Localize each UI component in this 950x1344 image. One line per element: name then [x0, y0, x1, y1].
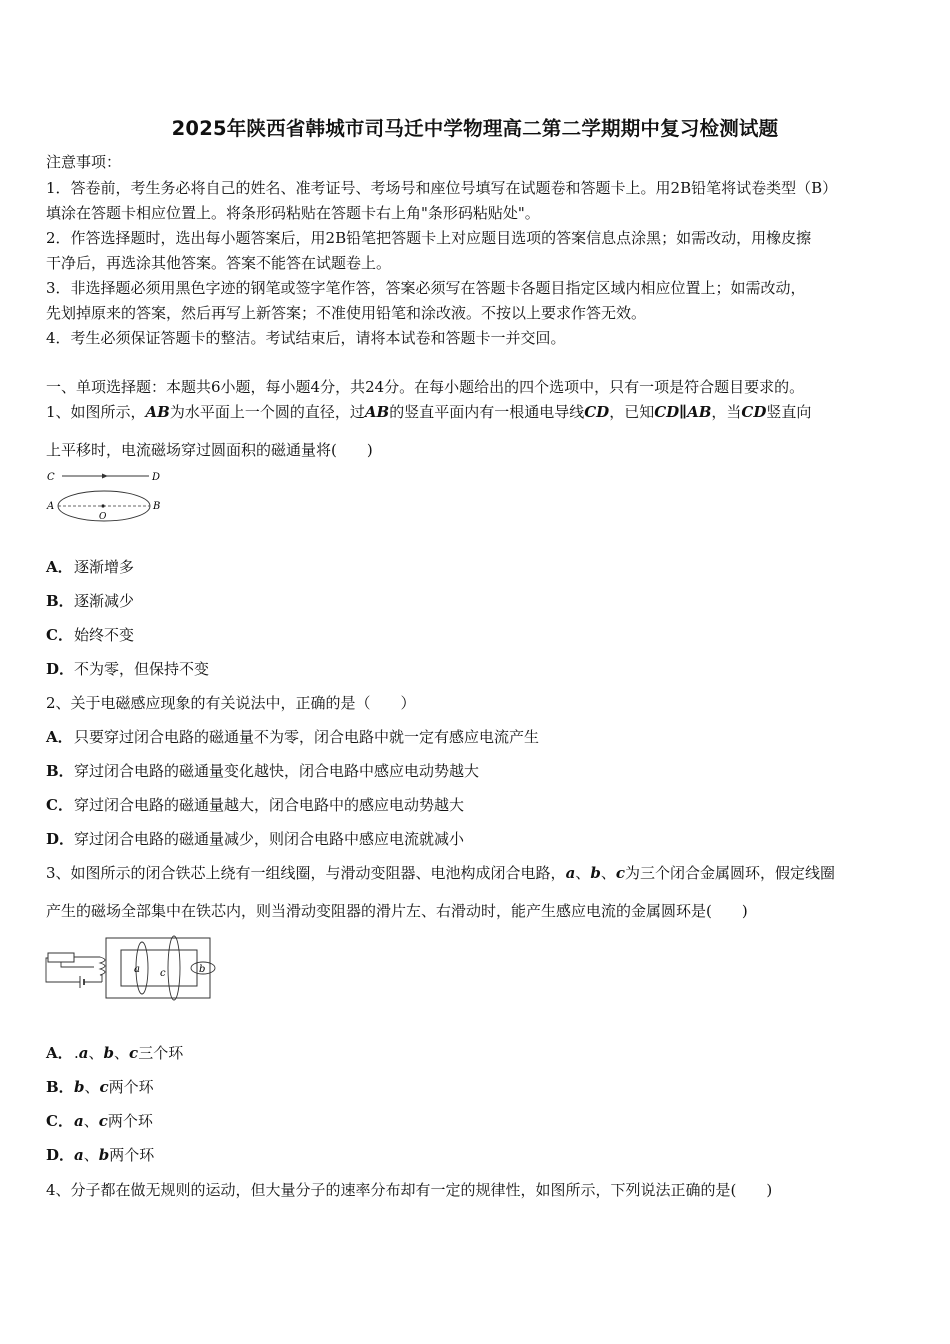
q1-stem-line1: 1、如图所示，AB为水平面上一个圆的直径，过AB的竖直平面内有一根通电导线CD，已知CD∥AB，当CD竖直向: [46, 403, 812, 421]
notice-line: 填涂在答题卡相应位置上。将条形码粘贴在答题卡右上角"条形码粘贴处"。: [46, 204, 540, 222]
label-b: B: [153, 501, 161, 512]
q1-figure: [44, 466, 169, 526]
notice-line: 2．作答选择题时，选出每小题答案后，用2B铅笔把答题卡上对应题目选项的答案信息点涂黑；如需改动，用橡皮擦: [46, 229, 812, 247]
q2-option-a[interactable]: A．只要穿过闭合电路的磁通量不为零，闭合电路中就一定有感应电流产生: [46, 728, 540, 746]
q1-option-c[interactable]: C．始终不变: [46, 626, 135, 644]
notice-heading: 注意事项：: [46, 153, 122, 171]
q1-option-d[interactable]: D．不为零，但保持不变: [46, 660, 210, 678]
q2-stem: 2、关于电磁感应现象的有关说法中，正确的是（ ）: [46, 694, 416, 712]
label-d: D: [152, 472, 161, 483]
q3-option-c[interactable]: C．a、c两个环: [46, 1112, 153, 1130]
q1-option-a[interactable]: A．逐渐增多: [46, 558, 135, 576]
label-ring-c: c: [160, 968, 166, 979]
q4-stem: 4、分子都在做无规则的运动，但大量分子的速率分布却有一定的规律性，如图所示，下列说法正确的是( ): [46, 1181, 773, 1199]
notice-line: 3．非选择题必须用黑色字迹的钢笔或签字笔作答，答案必须写在答题卡各题目指定区域内相应位置上；如需改动，: [46, 279, 806, 297]
label-o: O: [99, 512, 107, 522]
q2-option-c[interactable]: C．穿过闭合电路的磁通量越大，闭合电路中的感应电动势越大: [46, 796, 465, 814]
q1-option-b[interactable]: B．逐渐减少: [46, 592, 135, 610]
label-c: C: [47, 472, 55, 483]
q3-option-a[interactable]: A．.a、b、c三个环: [46, 1044, 184, 1062]
q3-option-b[interactable]: B．b、c两个环: [46, 1078, 154, 1096]
q3-figure: [44, 932, 224, 1012]
notice-line: 4．考生必须保证答题卡的整洁。考试结束后，请将本试卷和答题卡一并交回。: [46, 329, 566, 347]
label-a: A: [47, 501, 55, 512]
q2-option-b[interactable]: B．穿过闭合电路的磁通量变化越快，闭合电路中感应电动势越大: [46, 762, 480, 780]
section-heading: 一、单项选择题：本题共6小题，每小题4分，共24分。在每小题给出的四个选项中，只有一项是符合题目要求的。: [46, 378, 805, 396]
notice-line: 先划掉原来的答案，然后再写上新答案；不准使用铅笔和涂改液。不按以上要求作答无效。: [46, 304, 647, 322]
q3-stem-line1: 3、如图所示的闭合铁芯上绕有一组线圈，与滑动变阻器、电池构成闭合电路，a、b、c为三个闭合金属圆环，假定线圈: [46, 864, 835, 882]
page-title: 2025年陕西省韩城市司马迁中学物理高二第二学期期中复习检测试题: [171, 117, 779, 140]
q3-stem-line2: 产生的磁场全部集中在铁芯内，则当滑动变阻器的滑片左、右滑动时，能产生感应电流的金属圆环是( ): [46, 902, 748, 920]
label-ring-b: b: [199, 964, 206, 975]
q2-option-d[interactable]: D．穿过闭合电路的磁通量减少，则闭合电路中感应电流就减小: [46, 830, 465, 848]
q3-option-d[interactable]: D．a、b两个环: [46, 1146, 155, 1164]
notice-line: 干净后，再选涂其他答案。答案不能答在试题卷上。: [46, 254, 392, 272]
q1-stem-line2: 上平移时，电流磁场穿过圆面积的磁通量将( ): [46, 441, 373, 459]
notice-line: 1．答卷前，考生务必将自己的姓名、准考证号、考场号和座位号填写在试题卷和答题卡上。用2B铅笔将试卷类型（B）: [46, 179, 838, 197]
label-ring-a: a: [134, 964, 140, 975]
